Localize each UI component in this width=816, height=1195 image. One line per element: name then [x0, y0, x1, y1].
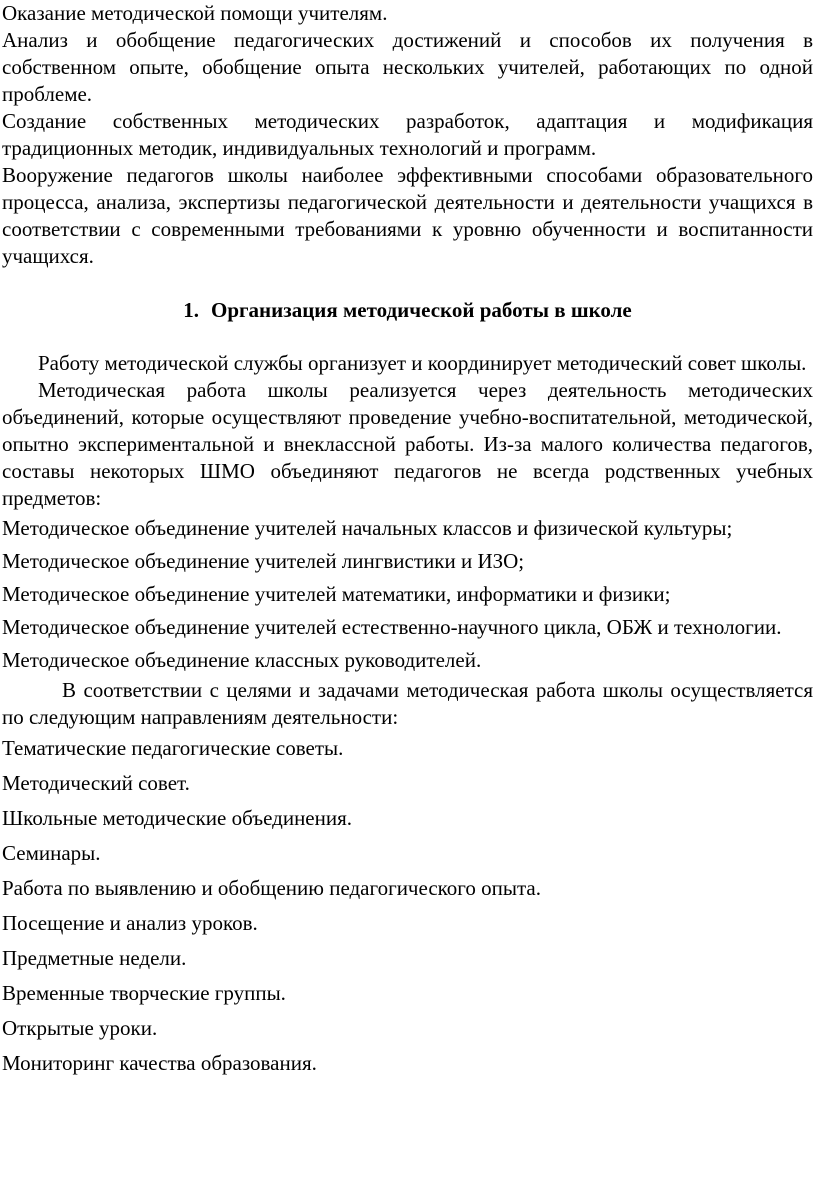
intro-line: Создание собственных методических разработок, адаптация и модификация традиционных методик, индивидуальных технологий и программ.: [2, 109, 813, 160]
list-item: Семинары.: [2, 841, 101, 865]
body-paragraph: Работу методической службы организует и координирует методический совет школы.: [38, 351, 807, 375]
list-item: Предметные недели.: [2, 946, 187, 970]
directions-intro: В соответствии с целями и задачами методическая работа школы осуществляется по следующим направлениям деятельности:: [2, 678, 813, 729]
list-item: Школьные методические объединения.: [2, 806, 353, 830]
list-item: Работа по выявлению и обобщению педагогического опыта.: [2, 876, 541, 900]
list-item: Тематические педагогические советы.: [2, 736, 344, 760]
section-heading: [2, 297, 813, 324]
section-title: Организация методической работы в школе: [211, 298, 632, 322]
section-number: 1.: [183, 298, 199, 322]
list-item: Методическое объединение учителей начальных классов и физической культуры;: [2, 516, 733, 540]
intro-line: Вооружение педагогов школы наиболее эффективными способами образовательного процесса, анализа, экспертизы педагогической деятельности и деятельности учащихся в соответствии с современными требованиями к уровню обученности и воспитанности учащихся.: [2, 163, 813, 268]
list-item: Методический совет.: [2, 771, 190, 795]
list-item: Мониторинг качества образования.: [2, 1051, 317, 1075]
list-item: Методическое объединение учителей естественно-научного цикла, ОБЖ и технологии.: [2, 615, 782, 639]
associations-list: [2, 512, 813, 677]
body-paragraph: Методическая работа школы реализуется через деятельность методических объединений, которые осуществляют проведение учебно-воспитательной, методической, опытно экспериментальной и внеклассной работы. Из-за малого количества педагогов, составы некоторых ШМО объединяют педагогов не всегда родственных учебных предметов:: [2, 378, 813, 510]
intro-line: Анализ и обобщение педагогических достижений и способов их получения в собственном опыте, обобщение опыта нескольких учителей, работающих по одной проблеме.: [2, 28, 813, 106]
directions-list: [2, 731, 813, 1081]
intro-line: Оказание методической помощи учителям.: [2, 1, 388, 25]
intro-section: [2, 0, 813, 270]
list-item: Методическое объединение учителей лингвистики и ИЗО;: [2, 549, 525, 573]
list-item: Методическое объединение учителей математики, информатики и физики;: [2, 582, 671, 606]
list-item: Посещение и анализ уроков.: [2, 911, 258, 935]
list-item: Методическое объединение классных руководителей.: [2, 648, 482, 672]
list-item: Временные творческие группы.: [2, 981, 286, 1005]
list-item: Открытые уроки.: [2, 1016, 158, 1040]
